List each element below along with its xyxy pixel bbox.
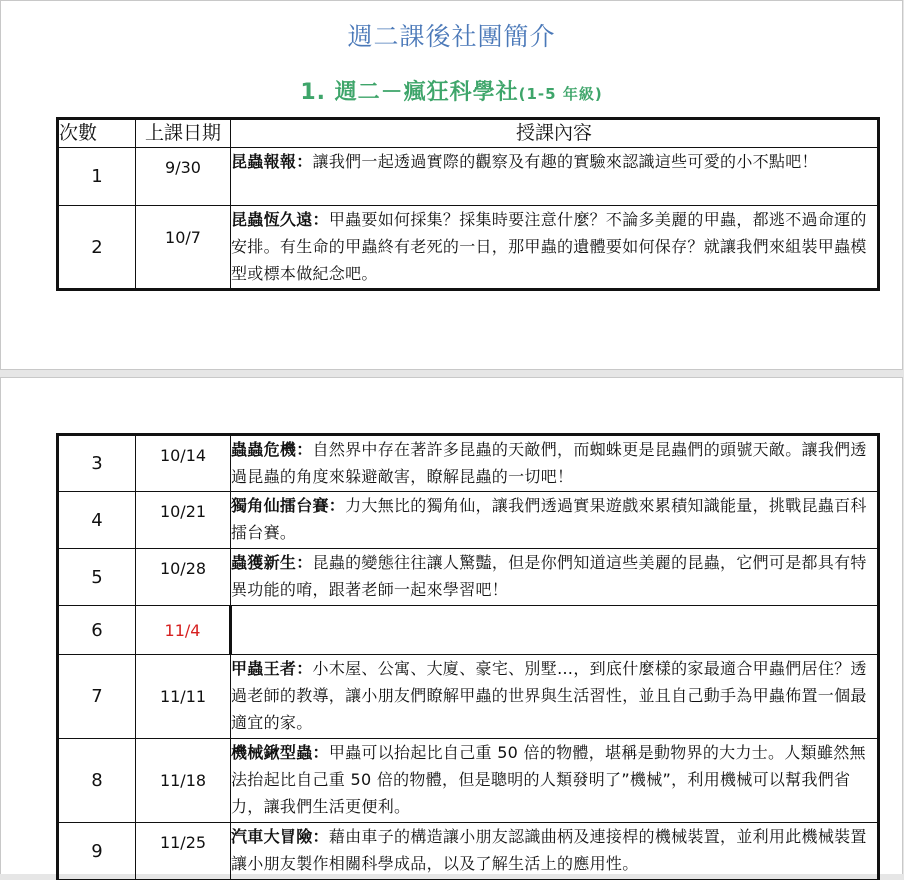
row-date: 9/30: [136, 148, 231, 206]
row-date: 10/28: [136, 549, 231, 606]
header-num: 次數: [58, 119, 136, 148]
section-grade: (1-5 年級): [518, 85, 603, 103]
row-content-empty: [231, 606, 879, 655]
row-topic: 昆蟲恆久遠：: [231, 210, 329, 229]
table-row: [58, 492, 879, 549]
row-desc: 甲蟲要如何採集？採集時要注意什麼？不論多美麗的甲蟲，都逃不過命運的安排。有生命的甲蟲終有老死的一日，那甲蟲的遺體要如何保存？就讓我們來組裝甲蟲模型或標本做紀念吧。: [231, 210, 867, 283]
row-desc: 小木屋、公寓、大廈、豪宅、別墅…，到底什麼樣的家最適合甲蟲們居住？透過老師的教導，讓小朋友們瞭解甲蟲的世界與生活習性，並且自己動手為甲蟲佈置一個最適宜的家。: [231, 659, 867, 732]
section-title: [1, 75, 902, 106]
table-row: [58, 655, 879, 739]
row-date: 11/25: [136, 823, 231, 880]
row-content: [231, 549, 879, 606]
section-label: 1. 週二－瘋狂科學社: [300, 80, 519, 105]
row-date: 11/18: [136, 739, 231, 823]
table-row: [58, 606, 879, 655]
row-num: 1: [58, 148, 136, 206]
header-date: 上課日期: [136, 119, 231, 148]
row-content: [231, 148, 879, 206]
row-num: 4: [58, 492, 136, 549]
table-row: [58, 549, 879, 606]
row-desc: 藉由車子的構造讓小朋友認識曲柄及連接桿的機械裝置，並利用此機械裝置讓小朋友製作相關科學成品，以及了解生活上的應用性。: [231, 827, 867, 873]
row-num: 3: [58, 435, 136, 492]
row-num: 8: [58, 739, 136, 823]
table-row: [58, 823, 879, 880]
row-content: [231, 655, 879, 739]
row-desc: 甲蟲可以抬起比自己重 50 倍的物體，堪稱是動物界的大力士。人類雖然無法抬起比自己重 50 倍的物體，但是聰明的人類發明了”機械”，利用機械可以幫我們省力，讓我們生活更便利。: [231, 743, 866, 816]
document-title: 週二課後社團簡介: [347, 22, 556, 51]
row-desc: 讓我們一起透過實際的觀察及有趣的實驗來認識這些可愛的小不點吧！: [312, 152, 818, 171]
row-topic: 獨角仙擂台賽：: [231, 496, 346, 515]
row-desc: 力大無比的獨角仙，讓我們透過實果遊戲來累積知識能量，挑戰昆蟲百科擂台賽。: [231, 496, 867, 542]
row-date: 11/11: [136, 655, 231, 739]
row-date: 10/7: [136, 206, 231, 290]
row-topic: 蟲獲新生：: [231, 553, 313, 572]
row-topic: 昆蟲報報：: [231, 152, 313, 171]
row-date: 10/14: [136, 435, 231, 492]
table-row: [58, 435, 879, 492]
row-num: 2: [58, 206, 136, 290]
row-content: [231, 435, 879, 492]
row-num: 9: [58, 823, 136, 880]
row-num: 6: [58, 606, 136, 655]
row-content: [231, 823, 879, 880]
schedule-table-part-2: [56, 433, 880, 880]
row-topic: 甲蟲王者：: [231, 659, 313, 678]
row-content: [231, 492, 879, 549]
row-content: [231, 206, 879, 290]
row-content: [231, 739, 879, 823]
row-topic: 汽車大冒險：: [231, 827, 329, 846]
table-header-row: [58, 119, 879, 148]
table-row: [58, 148, 879, 206]
page-1: [0, 0, 903, 370]
row-topic: 機械鍬型蟲：: [231, 743, 329, 762]
row-date: 10/21: [136, 492, 231, 549]
table-row: [58, 739, 879, 823]
header-content: 授課內容: [231, 119, 879, 148]
table-row: [58, 206, 879, 290]
schedule-table-part-1: [56, 117, 880, 291]
row-desc: 自然界中存在著許多昆蟲的天敵們，而蜘蛛更是昆蟲們的頭號天敵。讓我們透過昆蟲的角度來躲避敵害，瞭解昆蟲的一切吧！: [231, 440, 867, 486]
page-2: [0, 377, 903, 874]
row-topic: 蟲蟲危機：: [231, 440, 313, 459]
row-num: 7: [58, 655, 136, 739]
row-date-holiday: 11/4: [136, 606, 231, 655]
row-num: 5: [58, 549, 136, 606]
row-desc: 昆蟲的變態往往讓人驚豔，但是你們知道這些美麗的昆蟲，它們可是都具有特異功能的唷，跟著老師一起來學習吧！: [231, 553, 867, 599]
